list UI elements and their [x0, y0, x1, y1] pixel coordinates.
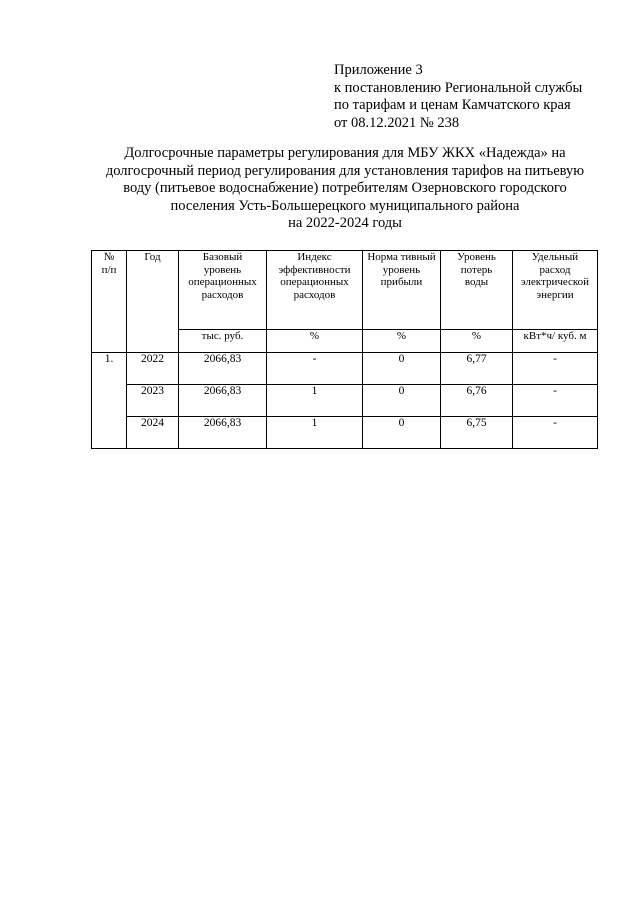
cell-profit: 0 [363, 353, 441, 385]
unit-index: % [267, 330, 363, 353]
unit-profit: % [363, 330, 441, 353]
cell-base: 2066,83 [179, 417, 267, 449]
cell-energy: - [513, 417, 598, 449]
title-line: поселения Усть-Большерецкого муниципального района [170, 197, 520, 214]
cell-year: 2023 [127, 385, 179, 417]
table-row [92, 417, 598, 449]
title-line: Долгосрочные параметры регулирования для МБУ ЖКХ «Надежда» на [124, 145, 566, 161]
title-line: долгосрочный период регулирования для установления тарифов на питьевую [105, 162, 585, 179]
table-row [92, 385, 598, 417]
cell-year: 2022 [127, 353, 179, 385]
appendix-line: Приложение 3 [334, 62, 423, 78]
cell-index: 1 [267, 417, 363, 449]
table-row [92, 353, 598, 385]
cell-loss: 6,76 [441, 385, 513, 417]
header-index: Индекс эффективности операционных расходов [267, 251, 363, 330]
parameters-table [91, 250, 598, 449]
appendix-block [334, 62, 582, 132]
header-loss: Уровень потерь воды [441, 251, 513, 330]
cell-energy: - [513, 385, 598, 417]
header-num: № п/п [92, 251, 127, 353]
cell-base: 2066,83 [179, 353, 267, 385]
cell-loss: 6,77 [441, 353, 513, 385]
header-year: Год [127, 251, 179, 353]
appendix-line: от 08.12.2021 № 238 [334, 114, 460, 131]
cell-index: 1 [267, 385, 363, 417]
header-row [92, 251, 598, 330]
cell-profit: 0 [363, 385, 441, 417]
appendix-line: по тарифам и ценам Камчатского края [334, 97, 571, 113]
cell-loss: 6,75 [441, 417, 513, 449]
document-title [90, 145, 600, 233]
header-energy: Удельный расход электрической энергии [513, 251, 598, 330]
row-number: 1. [92, 353, 127, 449]
unit-loss: % [441, 330, 513, 353]
unit-energy: кВт*ч/ куб. м [513, 330, 598, 353]
cell-energy: - [513, 353, 598, 385]
cell-year: 2024 [127, 417, 179, 449]
cell-base: 2066,83 [179, 385, 267, 417]
cell-profit: 0 [363, 417, 441, 449]
title-line: воду (питьевое водоснабжение) потребителям Озерновского городского [123, 180, 567, 196]
appendix-line: к постановлению Региональной службы [334, 79, 583, 96]
cell-index: - [267, 353, 363, 385]
header-profit: Норма тивный уровень прибыли [363, 251, 441, 330]
unit-base: тыс. руб. [179, 330, 267, 353]
header-base: Базовый уровень операционных расходов [179, 251, 267, 330]
title-line: на 2022-2024 годы [288, 215, 402, 231]
